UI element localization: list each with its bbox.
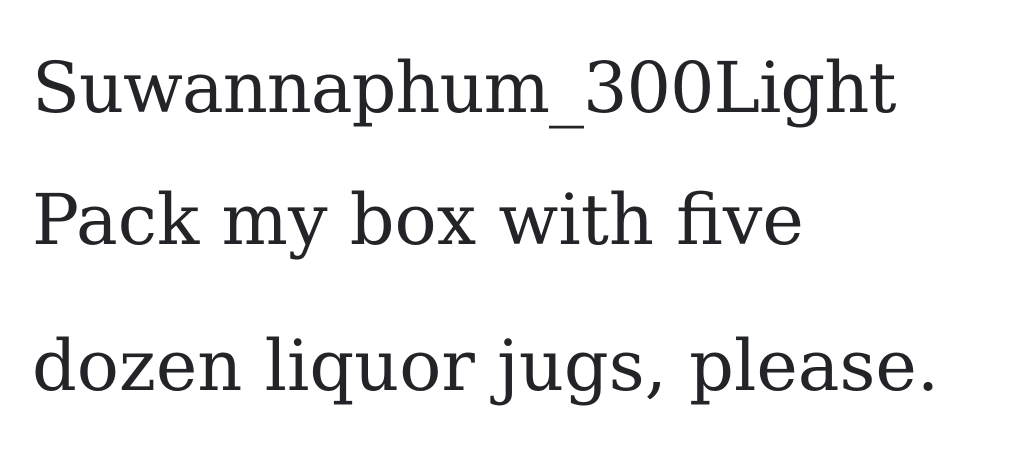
sample-text-line-2: dozen liquor jugs, please. (32, 325, 940, 407)
sample-text-line-1: Pack my box with five (32, 179, 804, 261)
font-specimen (32, 30, 1002, 439)
font-name-heading: Suwannaphum_300Light (32, 47, 896, 129)
